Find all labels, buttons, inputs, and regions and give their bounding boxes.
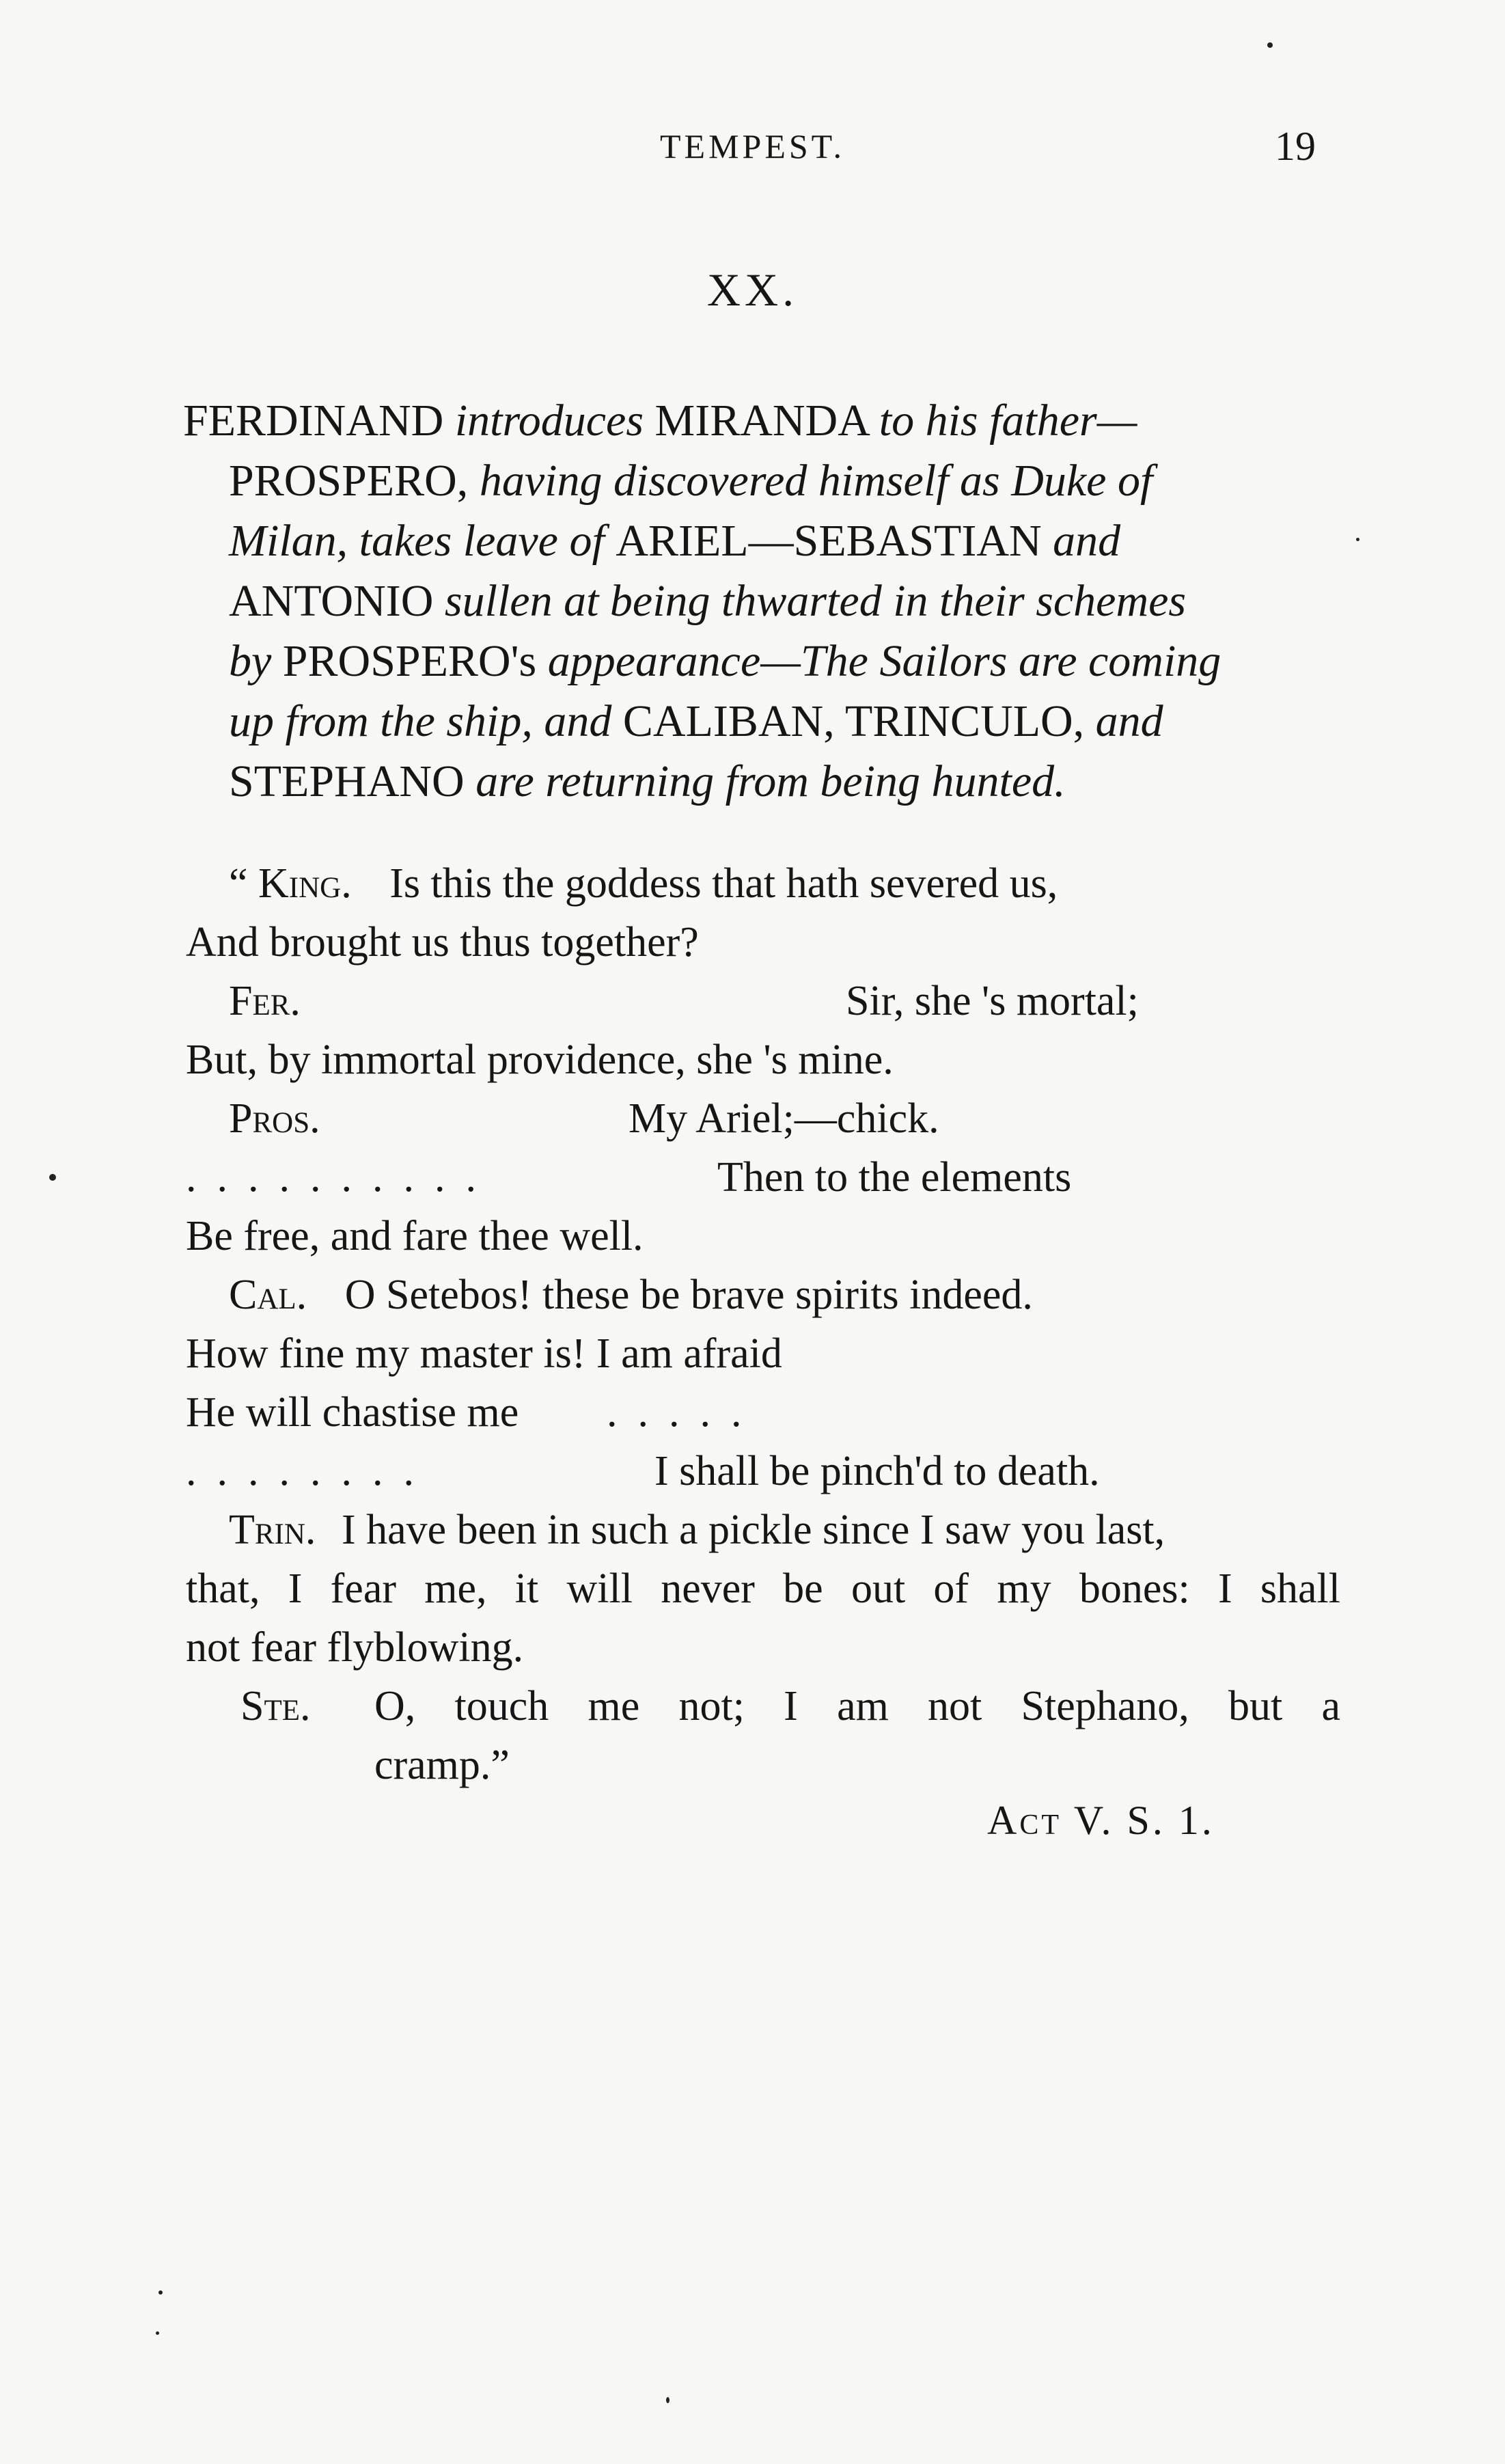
- argument-italic-run: Milan, takes leave of: [229, 516, 616, 566]
- argument-roman-run: FERDINAND: [183, 396, 455, 446]
- speaker-trin: Trin.: [229, 1507, 316, 1553]
- cal-speech-1: O Setebos! these be brave spirits indeed.: [344, 1272, 1033, 1318]
- print-speck: [666, 2397, 669, 2403]
- argument-roman-run: CALIBAN, TRINCULO,: [622, 696, 1096, 746]
- argument-line-3: [229, 511, 1120, 571]
- argument-roman-run: PROSPERO's: [282, 636, 548, 686]
- argument-roman-run: ARIEL—SEBASTIAN: [616, 516, 1053, 566]
- print-speck: [49, 1174, 56, 1181]
- argument-italic-run: and: [1095, 696, 1163, 746]
- open-quote: “: [229, 860, 248, 907]
- act-scene-citation: Act V. S. 1.: [987, 1798, 1215, 1843]
- trin-speech-1: I have been in such a pickle since I saw you last,: [341, 1507, 1165, 1553]
- speaker-cal: Cal.: [229, 1272, 307, 1318]
- speaker-fer: Fer.: [229, 978, 301, 1024]
- speaker-king: King.: [258, 860, 352, 907]
- dialogue-king-line-1: [229, 854, 1058, 913]
- argument-line-7: [229, 752, 1066, 812]
- argument-italic-run: having discovered himself as Duke of: [479, 456, 1153, 506]
- print-speck: [1267, 42, 1273, 48]
- pros-speech-3: Be free, and fare thee well.: [186, 1213, 644, 1259]
- pros-ellipsis: ..........: [186, 1154, 497, 1201]
- pros-speech-2: Then to the elements: [717, 1154, 1072, 1201]
- fer-speech-2: But, by immortal providence, she 's mine.: [186, 1037, 894, 1083]
- cal-speech-4: I shall be pinch'd to death.: [654, 1448, 1100, 1494]
- pros-speech-1: My Ariel;—chick.: [629, 1095, 939, 1142]
- print-speck: [156, 2331, 159, 2335]
- print-speck: [158, 2290, 163, 2295]
- speaker-ste: Ste.: [240, 1683, 311, 1729]
- argument-roman-run: PROSPERO,: [229, 456, 480, 506]
- cal-ellipsis-1: .....: [607, 1389, 762, 1436]
- running-title: TEMPEST.: [659, 127, 846, 165]
- argument-italic-run: appearance—The Sailors are coming: [547, 636, 1221, 686]
- argument-italic-run: up from the ship, and: [229, 696, 623, 746]
- cal-ellipsis-2: ........: [186, 1448, 434, 1494]
- argument-italic-run: are returning from being hunted.: [475, 756, 1066, 806]
- argument-line-4: [229, 571, 1186, 631]
- cal-speech-2: How fine my master is! I am afraid: [186, 1330, 782, 1377]
- section-number: XX.: [706, 264, 799, 316]
- king-speech-2: And brought us thus together?: [186, 919, 699, 966]
- speaker-pros: Pros.: [229, 1095, 320, 1142]
- argument-roman-run: MIRANDA: [654, 396, 879, 446]
- argument-italic-run: to his father—: [879, 396, 1137, 446]
- dialogue-cal-line-1: [229, 1265, 1033, 1324]
- print-speck: [1356, 538, 1359, 541]
- trin-speech-2: that, I fear me, it will never be out of my bones: I shall: [186, 1565, 1340, 1612]
- argument-line-2: [229, 451, 1152, 511]
- king-speech-1: Is this the goddess that hath severed us,: [389, 860, 1058, 907]
- argument-italic-run: introduces: [454, 396, 655, 446]
- argument-roman-run: ANTONIO: [229, 576, 445, 626]
- argument-line-6: [229, 692, 1163, 752]
- argument-line-1: [183, 391, 1137, 451]
- ste-speech-2: cramp.”: [374, 1742, 510, 1788]
- trin-speech-3: not fear flyblowing.: [186, 1624, 524, 1671]
- fer-speech-1: Sir, she 's mortal;: [846, 978, 1139, 1024]
- cal-speech-3: He will chastise me: [186, 1389, 519, 1436]
- dialogue-trin-line-1: [229, 1501, 1165, 1559]
- page-number: 19: [1275, 124, 1316, 169]
- argument-italic-run: by: [229, 636, 283, 686]
- ste-speech-1: O, touch me not; I am not Stephano, but a: [374, 1683, 1340, 1729]
- argument-roman-run: STEPHANO: [229, 756, 476, 806]
- argument-line-5: [229, 631, 1221, 692]
- argument-italic-run: and: [1053, 516, 1121, 566]
- argument-italic-run: sullen at being thwarted in their schemes: [444, 576, 1187, 626]
